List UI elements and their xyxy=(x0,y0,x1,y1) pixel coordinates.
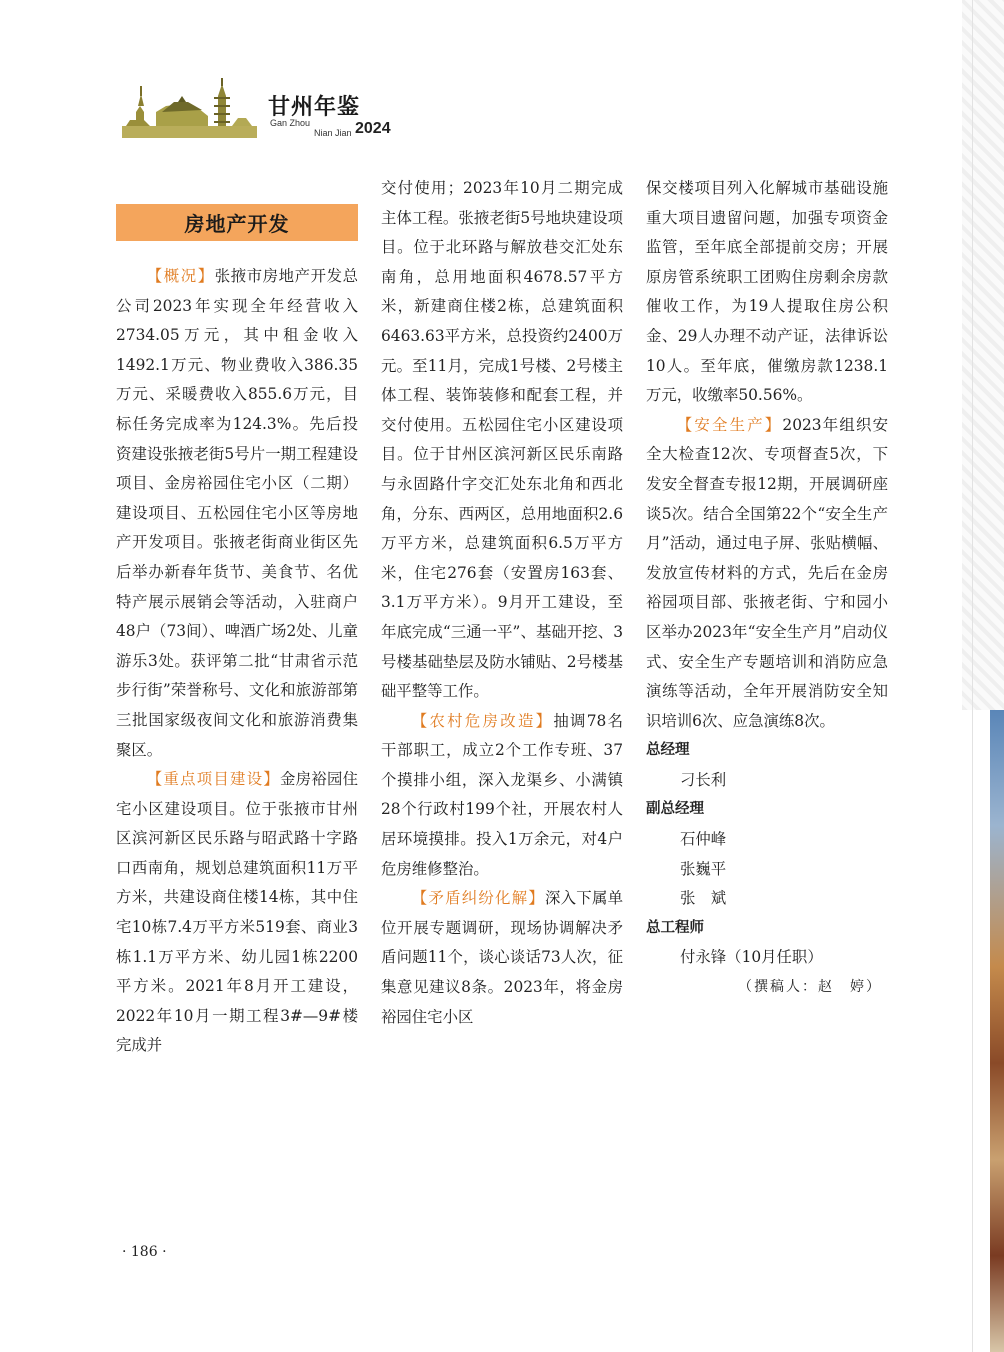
paragraph-overview xyxy=(116,262,358,765)
masthead-year: 2024 xyxy=(355,120,391,137)
text-key-projects-cont: 交付使用；2023年10月二期完成主体工程。张掖老街5号地块建设项目。位于北环路与解放巷交汇处东南角，总用地面积4678.57平方米，新建商住楼2栋，总建筑面积6463.63平方米，总投资约2400万元。至11月，完成1号楼、2号楼主体工程、装饰装修和配套工程，并交付使用。五松园住宅小区建设项目。位于甘州区滨河新区民乐南路与永固路什字交汇处东北角和西北角，分东、西两区，总用地面积2.6万平方米，总建筑面积6.5万平方米，住宅276套（安置房163套、3.1万平方米）。9月开工建设，至年底完成“三通一平”、基础开挖、3号楼基础垫层及防水铺贴、2号楼基础平整等工作。 xyxy=(381,179,623,701)
text-disputes: 深入下属单位开展专题调研，现场协调解决矛盾问题11个，谈心谈话73人次，征集意见建议8条。2023年，将金房裕园住宅小区 xyxy=(381,889,623,1026)
text-rural-housing: 抽调78名干部职工，成立2个工作专班、37个摸排小组，深入龙渠乡、小满镇28个行政村199个社，开展农村人居环境摸排。投入1万余元，对4户危房维修整治。 xyxy=(381,711,623,878)
side-pattern xyxy=(962,0,1004,710)
paragraph-safety xyxy=(646,411,888,737)
paragraph-disputes-cont xyxy=(646,174,888,411)
person-deputy-2: 张巍平 xyxy=(680,859,727,878)
role-deputy-manager: 副总经理 xyxy=(646,801,704,818)
person-general-manager: 刁长利 xyxy=(680,770,727,789)
heading-key-projects: 【重点项目建设】 xyxy=(146,770,280,789)
text-overview: 张掖市房地产开发总公司2023年实现全年经营收入2734.05万元，其中租金收入1492.1万元、物业费收入386.35万元、采暖费收入855.6万元，目标任务完成率为124.3%。先后投资建设张掖老街5号片一期工程建设项目、金房裕园住宅小区（二期）建设项目、五松园住宅小区等房地产开发项目。张掖老街商业街区先后举办新春年货节、美食节、名优特产展示展销会等活动，入驻商户48户（73间）、啤酒广场2处、儿童游乐3处。获评第二批“甘肃省示范步行街”荣誉称号、文化和旅游部第三批国家级夜间文化和旅游消费集聚区。 xyxy=(116,267,358,759)
byline: （撰稿人：赵 婷） xyxy=(738,979,882,996)
role-general-manager: 总经理 xyxy=(646,742,690,759)
heading-disputes: 【矛盾纠纷化解】 xyxy=(411,889,545,908)
heading-overview: 【概况】 xyxy=(146,267,215,285)
person-deputy-1: 石仲峰 xyxy=(680,830,727,849)
paragraph-disputes xyxy=(381,884,623,1032)
masthead-gan-zhou: Gan Zhou xyxy=(270,118,311,128)
text-key-projects: 金房裕园住宅小区建设项目。位于张掖市甘州区滨河新区民乐路与昭武路十字路口西南角，规划总建筑面积11万平方米，共建设商住楼14栋，其中住宅10栋7.4万平方米519套、商业3栋1.1万平方米、幼儿园1栋2200平方米。2021年8月开工建设，2022年10月一期工程3#—9#楼完成并 xyxy=(116,770,358,1055)
role-chief-engineer: 总工程师 xyxy=(646,919,704,936)
side-photo xyxy=(990,710,1004,1352)
section-title: 房地产开发 xyxy=(116,204,358,241)
person-deputy-3: 张 斌 xyxy=(680,889,727,908)
decorative-side-strip xyxy=(962,0,1004,1352)
column-1 xyxy=(116,262,358,1061)
person-chief-engineer: 付永锋（10月任职） xyxy=(680,948,823,967)
column-2 xyxy=(381,174,623,1032)
heading-safety: 【安全生产】 xyxy=(676,415,783,434)
paragraph-key-projects xyxy=(116,765,358,1061)
masthead-nian-jian: Nian Jian xyxy=(314,128,352,138)
paragraph-rural-housing xyxy=(381,707,623,885)
paragraph-key-projects-cont xyxy=(381,174,623,707)
text-safety: 2023年组织安全大检查12次、专项督查5次，下发安全督查专报12期，开展调研座谈5次。结合全国第22个“安全生产月”活动，通过电子屏、张贴横幅、发放宣传材料的方式，先后在金房裕园项目部、张掖老街、宁和园小区举办2023年“安全生产月”启动仪式、安全生产专题培训和消防应急演练等活动，全年开展消防安全知识培训6次、应急演练8次。 xyxy=(646,415,888,730)
heading-rural-housing: 【农村危房改造】 xyxy=(411,711,554,730)
text-disputes-cont: 保交楼项目列入化解城市基础设施重大项目遗留问题，加强专项资金监管，至年底全部提前交房；开展原房管系统职工团购住房剩余房款催收工作，为19人提取住房公积金、29人办理不动产证，法律诉讼10人。至年底，催缴房款1238.1万元，收缴率50.56%。 xyxy=(646,179,888,405)
side-rule xyxy=(972,0,973,1352)
pagoda-illustration xyxy=(122,76,257,138)
masthead-title: 甘州年鉴 xyxy=(268,94,361,120)
column-3 xyxy=(646,174,888,1003)
page-number: · 186 · xyxy=(122,1244,167,1260)
